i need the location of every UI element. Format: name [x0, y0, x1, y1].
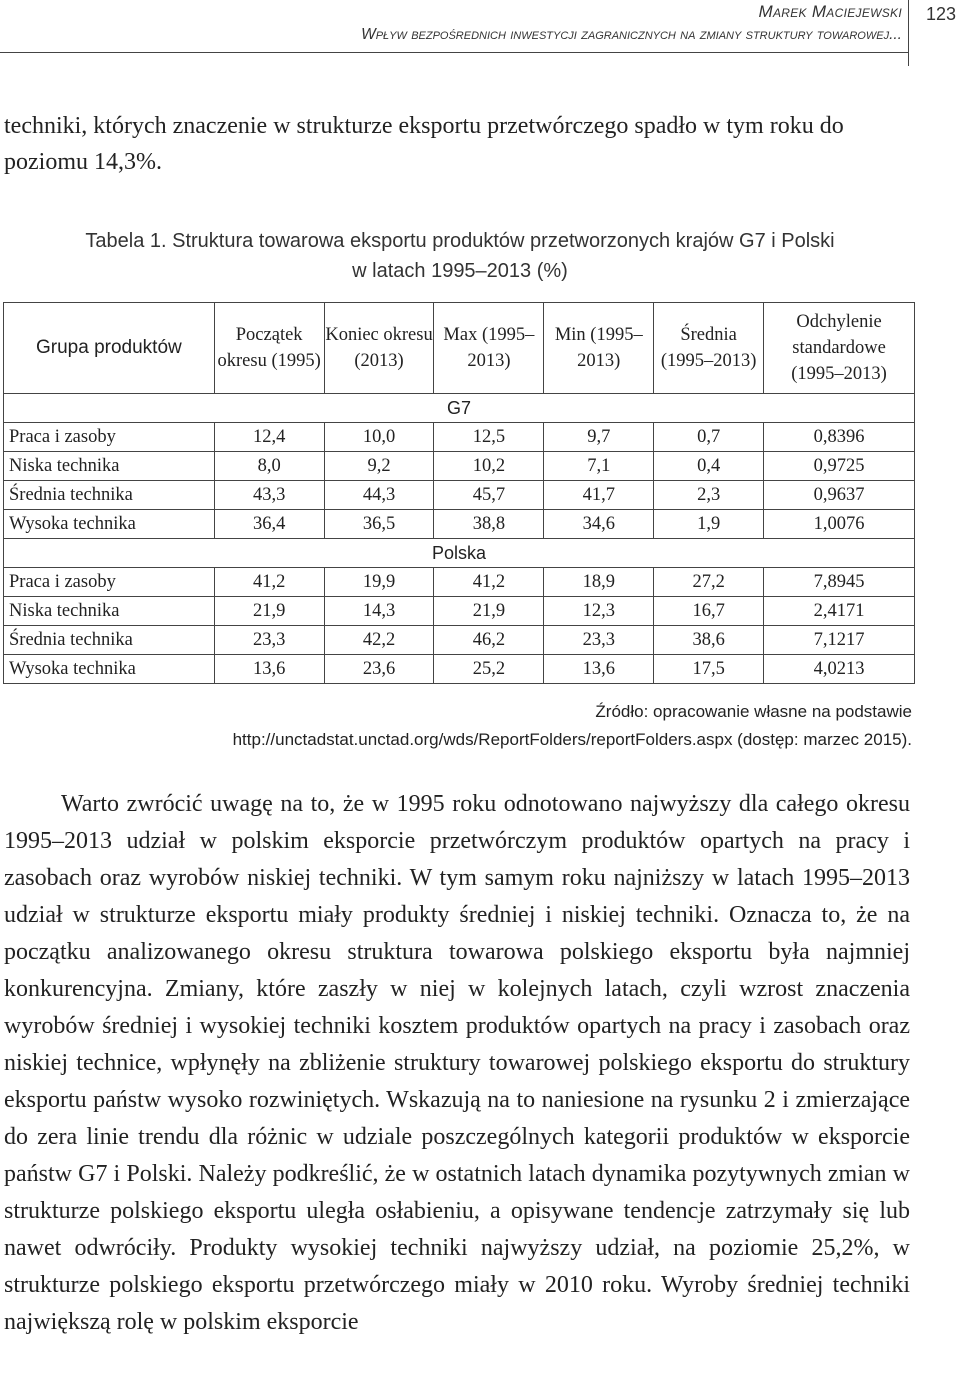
table-cell: 0,9725 [764, 452, 915, 481]
table-cell: 10,0 [324, 423, 434, 452]
table-cell: 1,9 [654, 510, 764, 539]
table-cell: 23,3 [214, 626, 324, 655]
section-row [4, 394, 915, 423]
table-row [4, 423, 915, 452]
table-cell: 21,9 [214, 597, 324, 626]
table-cell: 13,6 [214, 655, 324, 684]
table-cell: 9,7 [544, 423, 654, 452]
table-cell: 38,6 [654, 626, 764, 655]
table-cell: 41,2 [214, 568, 324, 597]
section-label: G7 [4, 394, 915, 423]
table-cell: 21,9 [434, 597, 544, 626]
row-label: Wysoka technika [4, 655, 215, 684]
table-cell: 27,2 [654, 568, 764, 597]
table-cell: 1,0076 [764, 510, 915, 539]
column-header: Min (1995–2013) [544, 303, 654, 394]
data-table [3, 302, 915, 684]
column-header: Początek okresu (1995) [214, 303, 324, 394]
table-row [4, 597, 915, 626]
table-row [4, 510, 915, 539]
table-cell: 23,6 [324, 655, 434, 684]
row-label: Średnia technika [4, 626, 215, 655]
table-cell: 42,2 [324, 626, 434, 655]
running-header [0, 0, 960, 70]
table-cell: 13,6 [544, 655, 654, 684]
table-cell: 41,2 [434, 568, 544, 597]
table-cell: 46,2 [434, 626, 544, 655]
table-source [233, 698, 912, 754]
row-label: Praca i zasoby [4, 423, 215, 452]
table-cell: 2,3 [654, 481, 764, 510]
source-url-line: http://unctadstat.unctad.org/wds/ReportFolders/reportFolders.aspx (dostęp: marzec 2015). [232, 730, 912, 749]
table-row [4, 452, 915, 481]
table-cell: 19,9 [324, 568, 434, 597]
row-label: Średnia technika [4, 481, 215, 510]
section-label: Polska [4, 539, 915, 568]
table-body [4, 394, 915, 684]
column-header: Max (1995–2013) [434, 303, 544, 394]
row-label: Niska technika [4, 597, 215, 626]
table-cell: 12,5 [434, 423, 544, 452]
table-cell: 8,0 [214, 452, 324, 481]
table-cell: 9,2 [324, 452, 434, 481]
table-cell: 4,0213 [764, 655, 915, 684]
table-cell: 7,1217 [764, 626, 915, 655]
intro-paragraph: techniki, których znaczenie w strukturze eksportu przetwórczego spadło w tym roku do poziomu 14,3%. [4, 113, 844, 175]
page-number: 123 [926, 4, 957, 24]
row-label: Wysoka technika [4, 510, 215, 539]
header-author: Marek Maciejewski [758, 2, 902, 21]
table-cell: 14,3 [324, 597, 434, 626]
table-caption-line1: Tabela 1. Struktura towarowa eksportu produktów przetworzonych krajów G7 i Polski [85, 230, 835, 252]
section-row [4, 539, 915, 568]
table-cell: 44,3 [324, 481, 434, 510]
table-cell: 2,4171 [764, 597, 915, 626]
table-cell: 38,8 [434, 510, 544, 539]
table-cell: 0,8396 [764, 423, 915, 452]
table-row [4, 568, 915, 597]
table-cell: 41,7 [544, 481, 654, 510]
table-row [4, 626, 915, 655]
column-header: Odchylenie standardowe (1995–2013) [764, 303, 915, 394]
table-cell: 16,7 [654, 597, 764, 626]
source-line1: Źródło: opracowanie własne na podstawie [595, 702, 912, 721]
table-cell: 0,7 [654, 423, 764, 452]
table-cell: 18,9 [544, 568, 654, 597]
column-header: Grupa produktów [4, 303, 215, 394]
table-cell: 23,3 [544, 626, 654, 655]
column-header: Średnia (1995–2013) [654, 303, 764, 394]
table-header-row [4, 303, 915, 394]
table-row [4, 481, 915, 510]
table-cell: 7,8945 [764, 568, 915, 597]
table-cell: 45,7 [434, 481, 544, 510]
table-cell: 43,3 [214, 481, 324, 510]
header-rule [0, 52, 908, 53]
table-cell: 0,4 [654, 452, 764, 481]
header-title: Wpływ bezpośrednich inwestycji zagranicznych na zmiany struktury towarowej... [361, 26, 902, 43]
table-caption-line2: w latach 1995–2013 (%) [352, 260, 568, 282]
table-caption [30, 226, 890, 286]
table-cell: 0,9637 [764, 481, 915, 510]
table-cell: 7,1 [544, 452, 654, 481]
table-cell: 34,6 [544, 510, 654, 539]
table-cell: 10,2 [434, 452, 544, 481]
header-vertical-rule [908, 0, 909, 66]
table-cell: 25,2 [434, 655, 544, 684]
row-label: Niska technika [4, 452, 215, 481]
row-label: Praca i zasoby [4, 568, 215, 597]
table-cell: 12,3 [544, 597, 654, 626]
table-cell: 17,5 [654, 655, 764, 684]
table-cell: 36,4 [214, 510, 324, 539]
table-row [4, 655, 915, 684]
table-cell: 36,5 [324, 510, 434, 539]
column-header: Koniec okresu (2013) [324, 303, 434, 394]
table-cell: 12,4 [214, 423, 324, 452]
main-paragraph: Warto zwrócić uwagę na to, że w 1995 roku odnotowano najwyższy dla całego okresu 1995–2013 udział w polskim eksporcie przetwórczym produktów opartych na pracy i zasobach oraz wyrobów niskiej techniki. W tym samym roku najniższy w latach 1995–2013 udział w strukturze eksportu miały produkty średniej i niskiej techniki. Oznacza to, że na początku analizowanego okresu struktura towarowa polskiego eksportu była najmniej konkurencyjna. Zmiany, które zaszły w niej w kolejnych latach, czyli wzrost znaczenia wyrobów średniej i wysokiej techniki kosztem produktów opartych na pracy i zasobach oraz niskiej technice, wpłynęły na zbliżenie struktury towarowej polskiego eksportu do struktury eksportu państw wysoko rozwiniętych. Wskazują na to naniesione na rysunku 2 i zmierzające do zera linie trendu dla różnic w udziale poszczególnych kategorii produktów w eksporcie państw G7 i Polski. Należy podkreślić, że w ostatnich latach dynamika pozytywnych zmian w strukturze polskiego eksportu uległa osłabieniu, a opisywane tendencje zatrzymały się lub nawet odwróciły. Produkty wysokiej techniki najwyższy udział, na poziomie 25,2%, w strukturze polskiego eksportu przetwórczego miały w 2010 roku. Wyroby średniej techniki największą rolę w polskim eksporcie [4, 791, 910, 1335]
